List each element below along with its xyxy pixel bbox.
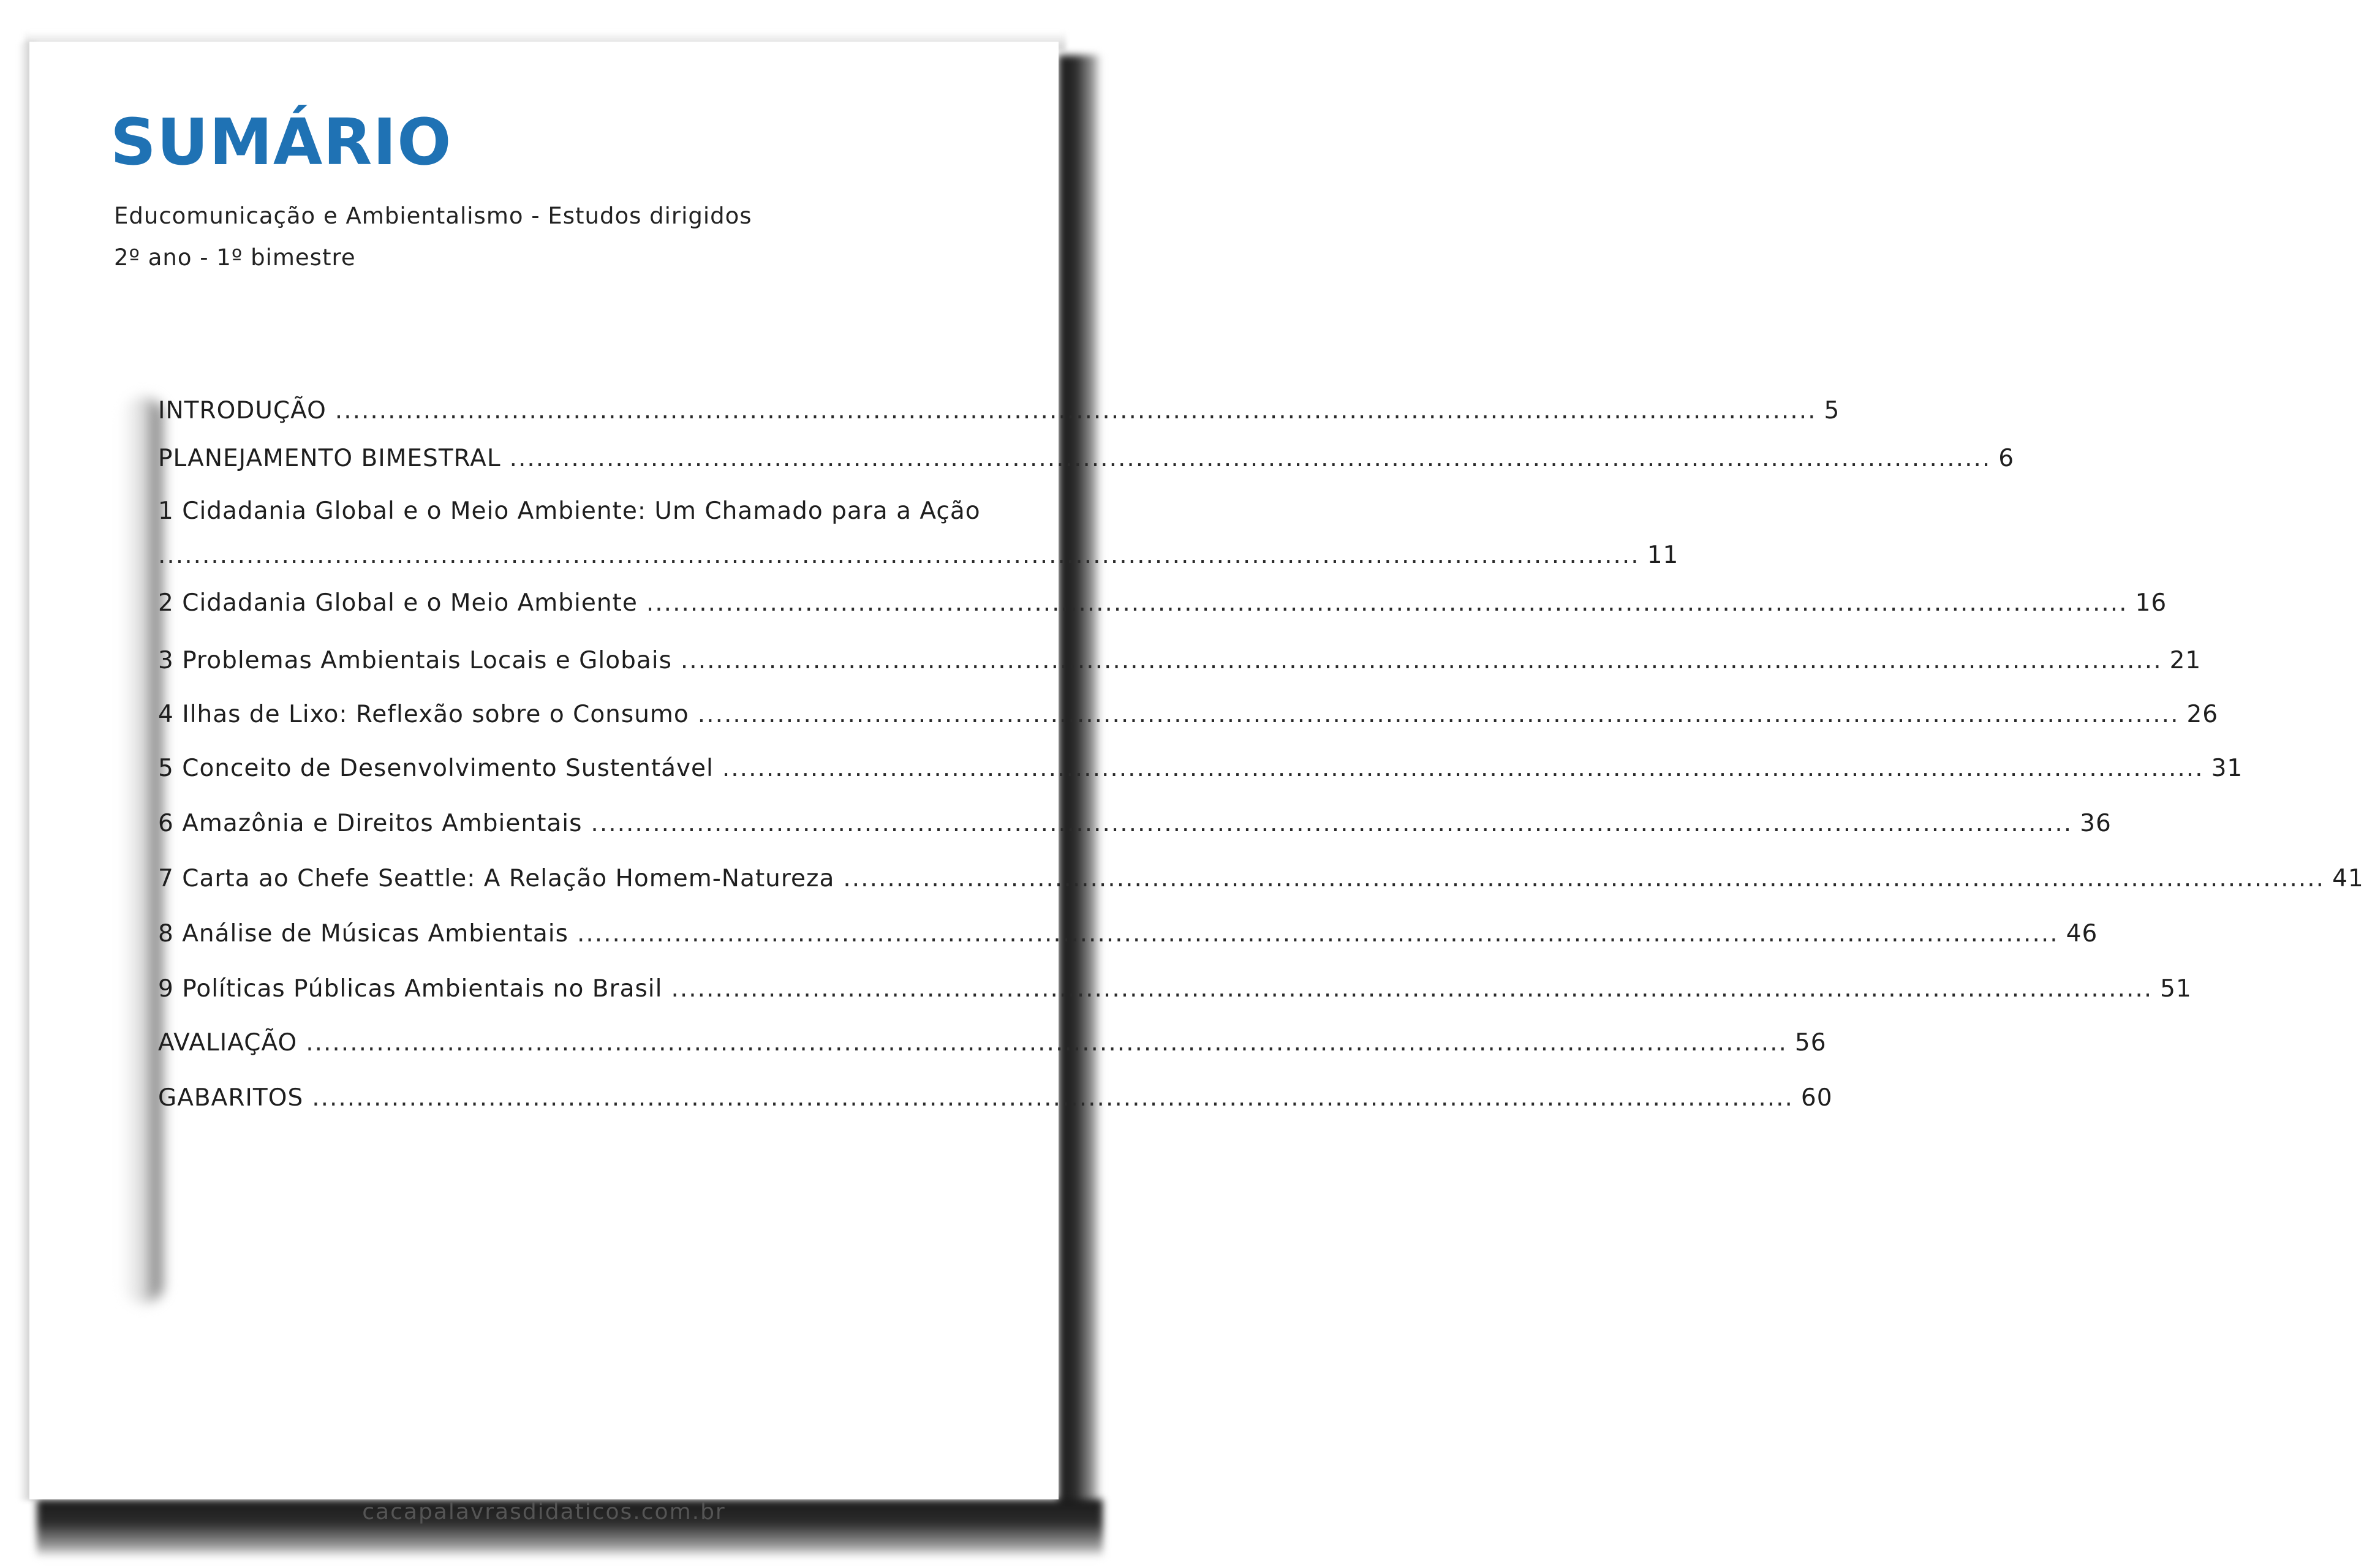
toc-entry-page: 56: [1794, 1029, 1827, 1057]
toc-entry-page: 60: [1800, 1084, 1833, 1112]
toc-leader-dots: ........................................................................................................................................................................: [334, 397, 1817, 424]
subtitle-course: Educomunicação e Ambientalismo - Estudos dirigidos: [114, 203, 752, 229]
toc-entry-label: 1 Cidadania Global e o Meio Ambiente: Um Chamado para a Ação: [158, 497, 981, 525]
toc-entry-label: 6 Amazônia e Direitos Ambientais: [158, 810, 583, 837]
toc-entry-gabaritos[interactable]: [158, 1084, 1833, 1112]
toc-entry-page: 31: [2211, 755, 2243, 782]
toc-entry-2[interactable]: [158, 589, 2167, 617]
toc-leader-dots: ........................................................................................................................................................................: [722, 755, 2204, 782]
toc-leader-dots: ........................................................................................................................................................................: [509, 445, 1992, 472]
document-page: [29, 42, 2364, 1525]
toc-entry-page: 16: [2135, 589, 2167, 617]
toc-leader-dots: ........................................................................................................................................................................: [312, 1084, 1794, 1112]
toc-entry-label: GABARITOS: [158, 1084, 304, 1112]
toc-entry-1[interactable]: [158, 497, 1028, 525]
toc-entry-page: 46: [2066, 920, 2098, 948]
toc-entry-page: 26: [2186, 701, 2219, 728]
toc-entry-label: PLANEJAMENTO BIMESTRAL: [158, 445, 501, 472]
subtitle-grade: 2º ano - 1º bimestre: [114, 244, 356, 271]
toc-entry-page: 41: [2332, 865, 2364, 892]
toc-leader-dots: ........................................................................................................................................................................: [646, 589, 2128, 617]
toc-entry-introducao[interactable]: [158, 397, 1840, 424]
toc-entry-label: INTRODUÇÃO: [158, 397, 327, 424]
toc-entry-label: 4 Ilhas de Lixo: Reflexão sobre o Consumo: [158, 701, 689, 728]
toc-entry-label: AVALIAÇÃO: [158, 1029, 298, 1057]
toc-entry-page: 36: [2080, 810, 2112, 837]
toc-entry-6[interactable]: [158, 810, 2112, 837]
toc-leader-dots: ........................................................................................................................................................................: [576, 920, 2059, 948]
toc-leader-dots: ........................................................................................................................................................................: [671, 975, 2153, 1003]
toc-entry-page: 51: [2160, 975, 2192, 1003]
toc-entry-9[interactable]: [158, 975, 2192, 1003]
toc-entry-label: 5 Conceito de Desenvolvimento Sustentável: [158, 755, 714, 782]
toc-entry-planejamento[interactable]: [158, 445, 2015, 472]
toc-entry-label: 8 Análise de Músicas Ambientais: [158, 920, 568, 948]
toc-entry-3[interactable]: [158, 647, 2202, 674]
toc-leader-dots: ........................................................................................................................................................................: [306, 1029, 1788, 1057]
toc-entry-page: 11: [1647, 541, 1679, 569]
toc-leader-dots: ........................................................................................................................................................................: [697, 701, 2180, 728]
toc-side-shadow: [121, 397, 164, 1303]
toc-entry-page: 21: [2169, 647, 2202, 674]
toc-entry-label: 7 Carta ao Chefe Seattle: A Relação Homem-Natureza: [158, 865, 835, 892]
toc-entry-7[interactable]: [158, 865, 2364, 892]
toc-entry-8[interactable]: [158, 920, 2098, 948]
page-shadow-right: [1059, 55, 1101, 1537]
toc-entry-4[interactable]: [158, 701, 2219, 728]
toc-leader-dots: ........................................................................................................................................................................: [591, 810, 2073, 837]
toc-leader-dots: ........................................................................................................................................................................: [680, 647, 2162, 674]
toc-entry-label: 9 Políticas Públicas Ambientais no Brasil: [158, 975, 663, 1003]
toc-entry-label: 3 Problemas Ambientais Locais e Globais: [158, 647, 672, 674]
toc-entry-1-continuation[interactable]: [158, 541, 1679, 569]
toc-entry-avaliacao[interactable]: [158, 1029, 1827, 1057]
toc-leader-dots: ........................................................................................................................................................................: [158, 541, 1640, 569]
toc-entry-5[interactable]: [158, 755, 2243, 782]
footer-website: cacapalavrasdidaticos.com.br: [362, 1499, 726, 1525]
toc-leader-dots: ........................................................................................................................................................................: [843, 865, 2325, 892]
page-title: SUMÁRIO: [110, 105, 452, 179]
toc-entry-page: 5: [1824, 397, 1840, 424]
toc-entry-label: 2 Cidadania Global e o Meio Ambiente: [158, 589, 638, 617]
toc-entry-page: 6: [1998, 445, 2015, 472]
